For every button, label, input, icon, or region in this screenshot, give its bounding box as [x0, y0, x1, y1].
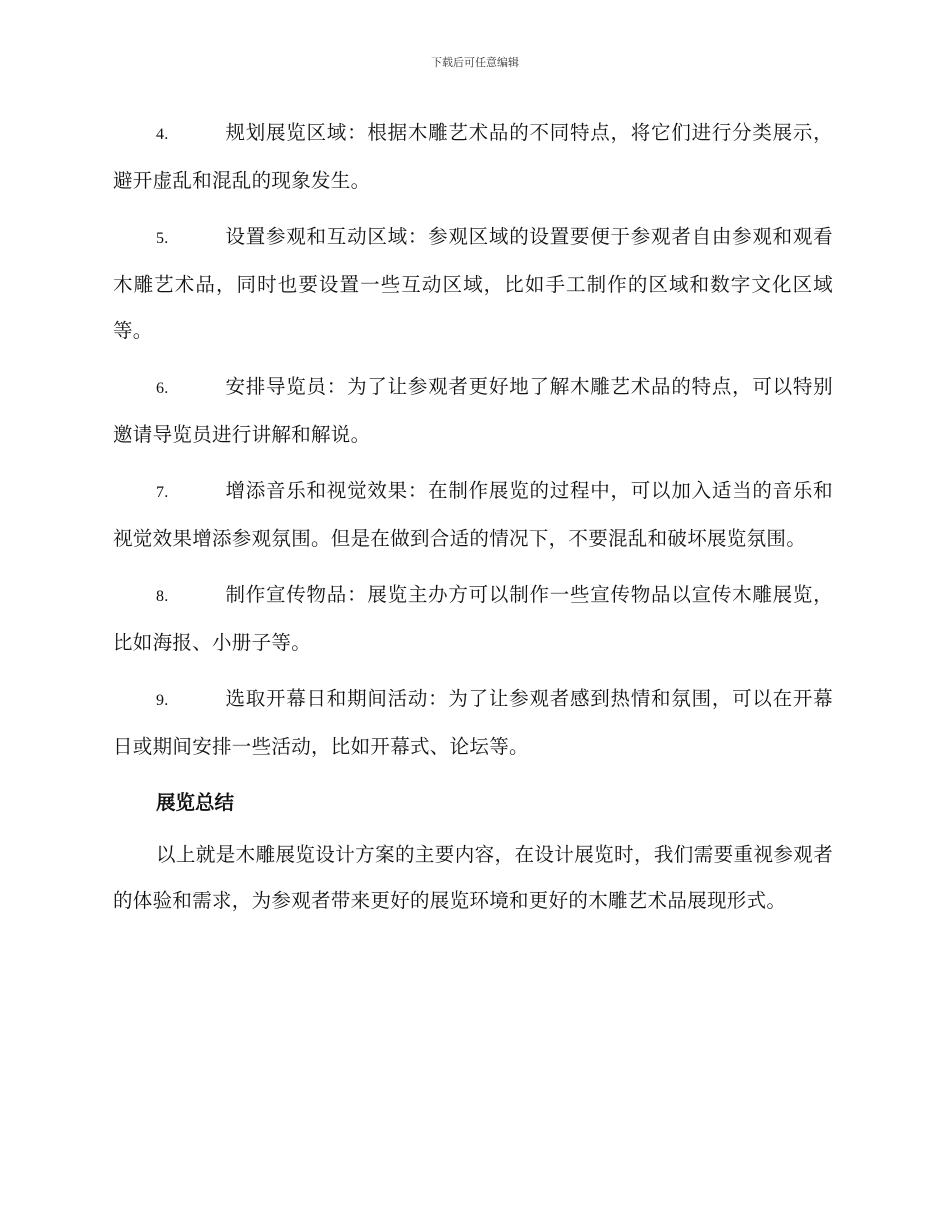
list-item-text: 规划展览区域：根据木雕艺术品的不同特点，将它们进行分类展示，避开虚乱和混乱的现象发生。	[113, 121, 833, 192]
list-item-number: 4.	[156, 126, 169, 143]
list-item-text: 安排导览员：为了让参观者更好地了解木雕艺术品的特点，可以特别邀请导览员进行讲解和解说。	[113, 375, 833, 446]
section-heading: 展览总结	[156, 791, 235, 814]
document-body	[113, 110, 833, 924]
list-item-text: 增添音乐和视觉效果：在制作展览的过程中，可以加入适当的音乐和视觉效果增添参观氛围。但是在做到合适的情况下，不要混乱和破坏展览氛围。	[113, 479, 833, 550]
list-item-text: 制作宣传物品：展览主办方可以制作一些宣传物品以宣传木雕展览，比如海报、小册子等。	[113, 583, 833, 654]
page-header: 下载后可任意编辑	[431, 56, 519, 69]
list-item	[113, 676, 833, 770]
list-item-text: 选取开幕日和期间活动：为了让参观者感到热情和氛围，可以在开幕日或期间安排一些活动，比如开幕式、论坛等。	[113, 687, 833, 758]
summary-paragraph: 以上就是木雕展览设计方案的主要内容，在设计展览时，我们需要重视参观者的体验和需求，为参观者带来更好的展览环境和更好的木雕艺术品展现形式。	[113, 843, 833, 912]
list-item	[113, 214, 833, 354]
list-item	[113, 364, 833, 458]
list-item-number: 7.	[156, 484, 169, 501]
list-item	[113, 468, 833, 562]
list-item	[113, 110, 833, 204]
list-item-text: 设置参观和互动区域：参观区域的设置要便于参观者自由参观和观看木雕艺术品，同时也要设置一些互动区域，比如手工制作的区域和数字文化区域等。	[113, 225, 833, 342]
list-item-number: 5.	[156, 230, 169, 247]
list-item-number: 6.	[156, 380, 169, 397]
list-item-number: 9.	[156, 692, 169, 709]
list-item	[113, 572, 833, 666]
list-item-number: 8.	[156, 588, 169, 605]
